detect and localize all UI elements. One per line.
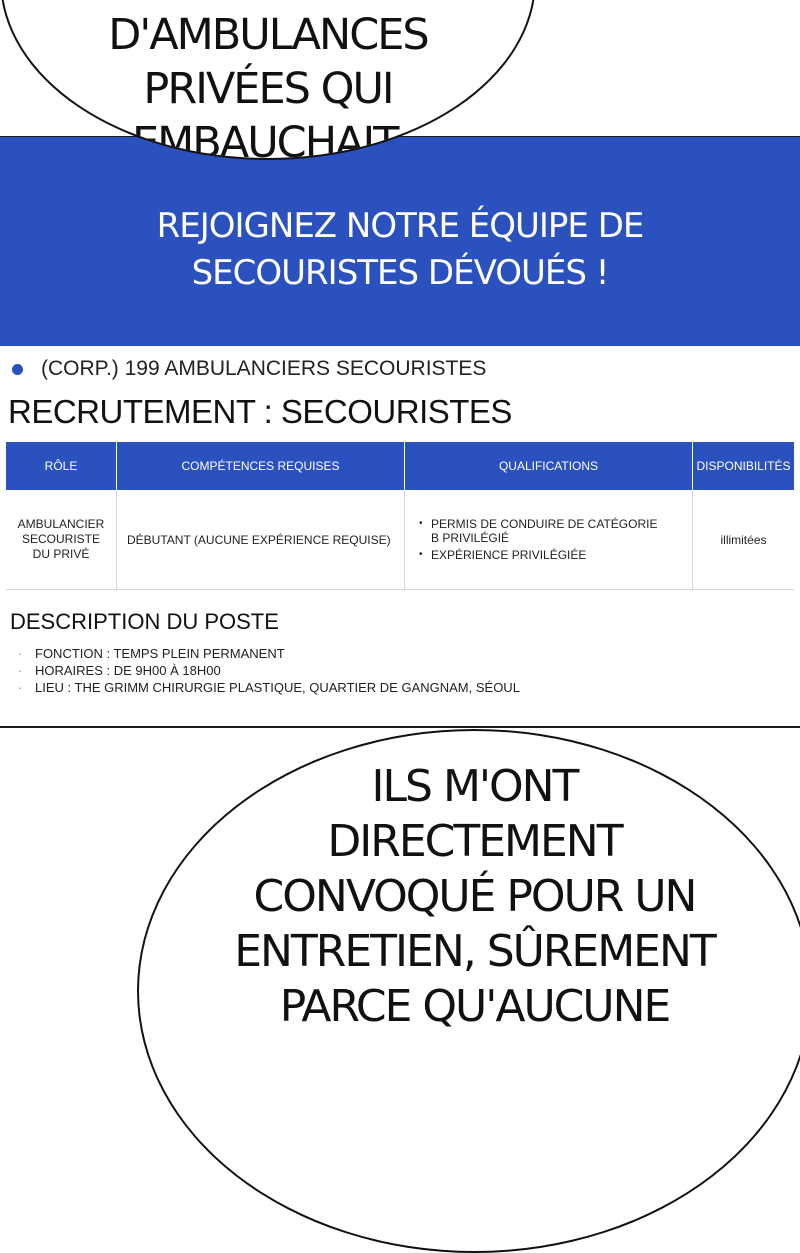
job-table: [6, 442, 794, 589]
cell-skills: [116, 490, 404, 589]
qualification-item: • EXPÉRIENCE PRIVILÉGIÉE: [419, 548, 659, 562]
speech-line: PRIVÉES QUI: [143, 64, 393, 114]
role-line: AMBULANCIER: [17, 517, 105, 531]
speech-bubble-bottom-text: [139, 759, 800, 1034]
speech-bubble-top-text: [2, 8, 534, 158]
qualification-item: • PERMIS DE CONDUIRE DE CATÉGORIE B PRIVILÉGIÉ: [419, 517, 659, 545]
description-list: [18, 645, 520, 696]
recruitment-title: RECRUTEMENT : SECOURISTES: [8, 393, 512, 430]
header-role: RÔLE: [44, 459, 78, 473]
speech-line: PARCE QU'AUCUNE: [279, 981, 670, 1032]
role-line: SECOURISTE: [21, 532, 100, 546]
speech-bubble-bottom: [137, 729, 800, 1253]
company-line: [12, 357, 486, 381]
header-qualifications: QUALIFICATIONS: [404, 442, 692, 490]
role-line: DU PRIVÉ: [32, 547, 90, 561]
speech-line: EMBAUCHAIT.: [132, 118, 404, 160]
table-row: [6, 490, 794, 590]
speech-line: DIRECTEMENT: [327, 816, 622, 867]
speech-line: D'AMBULANCES: [108, 10, 428, 60]
description-item: · FONCTION : TEMPS PLEIN PERMANENT: [18, 645, 520, 662]
speech-bubble-top: [0, 0, 536, 160]
qualifications-list: [405, 514, 659, 565]
cell-qualifications: [404, 490, 692, 589]
cell-role: [6, 490, 116, 589]
bullet-dot-icon: [12, 364, 23, 375]
speech-line: ILS M'ONT: [371, 761, 578, 812]
description-item: · LIEU : THE GRIMM CHIRURGIE PLASTIQUE, QUARTIER DE GANGNAM, SÉOUL: [18, 679, 520, 696]
availability-text: illimitées: [720, 532, 767, 547]
speech-line: CONVOQUÉ POUR UN: [253, 871, 696, 922]
recruitment-banner: [0, 137, 800, 346]
banner-headline: [0, 203, 800, 297]
table-header: [6, 442, 794, 490]
description-item: · HORAIRES : DE 9H00 À 18H00: [18, 662, 520, 679]
banner-line: REJOIGNEZ NOTRE ÉQUIPE DE: [156, 206, 644, 246]
header-availability: DISPONIBILITÉS: [692, 442, 794, 490]
panel-border-bottom: [0, 726, 800, 728]
skills-text: DÉBUTANT (AUCUNE EXPÉRIENCE REQUISE): [127, 532, 391, 547]
company-name: (CORP.) 199 AMBULANCIERS SECOURISTES: [41, 357, 487, 380]
speech-line: ENTRETIEN, SÛREMENT: [234, 926, 715, 977]
header-skills: COMPÉTENCES REQUISES: [116, 442, 404, 490]
banner-line: SECOURISTES DÉVOUÉS !: [191, 253, 609, 293]
cell-availability: [692, 490, 794, 589]
description-title: DESCRIPTION DU POSTE: [10, 609, 279, 634]
